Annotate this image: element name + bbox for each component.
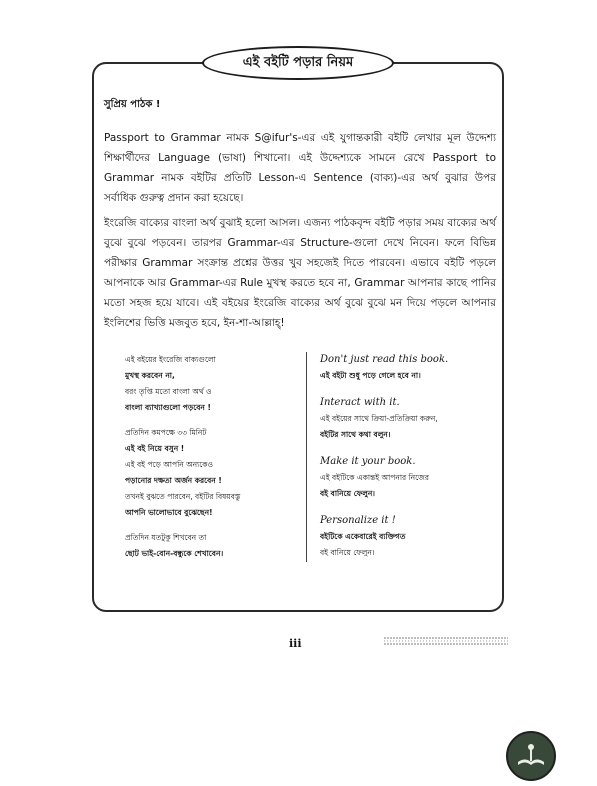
greeting: সুপ্রিয় পাঠক ! (104, 99, 161, 110)
tip-line: বই বানিয়ে ফেলুন। (320, 489, 375, 498)
tip-line: এই বইয়ের ইংরেজি বাক্যগুলো (125, 355, 216, 364)
tip-line: এই বইটা শুধু পড়ে গেলে হবে না। (320, 371, 421, 380)
tip-line: এই বইয়ের সাথে ক্রিয়া-প্রতিক্রিয়া করুন, (320, 414, 438, 423)
tip-line: প্রতিদিন কমপক্ষে ৩৩ মিনিট (125, 428, 207, 437)
footer-ornament (384, 636, 508, 646)
column-divider (306, 352, 307, 562)
tip-line: পড়ানোর দক্ষতা অর্জন করবেন ! (125, 476, 222, 485)
tip-heading: Don't just read this book. (320, 354, 449, 365)
tip-line: ছোট ভাই-বোন-বন্ধুকে শেখাবেন। (125, 549, 224, 558)
tip-line: তখনই বুঝতে পারবেন, বইটির বিষয়বস্তু (125, 492, 241, 501)
tips-left-column (125, 352, 297, 571)
tip-line: বাংলা ব্যাখ্যাগুলো পড়বেন ! (125, 403, 211, 412)
tip-group (125, 530, 297, 562)
tip-line: বইটিকে একেবারেই ব্যক্তিগত (320, 532, 406, 541)
tip-line: বরং তৃপ্তি মতো বাংলা অর্থ ও (125, 387, 212, 396)
tip-line: এই বই নিয়ে বসুন ! (125, 444, 185, 453)
tip-group (320, 352, 496, 384)
tip-line: এই বই পড়ে আপনি অন্যকেও (125, 460, 214, 469)
tips-right-column (320, 352, 496, 572)
instruction-paragraph: ইংরেজি বাক্যের বাংলা অর্থ বুঝাই হলো আসল। এজন্য পাঠকবৃন্দ বইটি পড়ার সময় বাক্যের অর্থ বুঝে বুঝে পড়বেন। তারপর Grammar-এর Structure-গুলো দেখে নিবেন। ফলে বিভিন্ন পরীক্ষার Grammar সংক্রান্ত প্রশ্নের উত্তর খুব সহজেই দিতে পারবেন। এভাবে বইটি পড়লে আপনাকে আর Grammar-এর Rule মুখস্থ করতে হবে না, Grammar আপনার কাছে পানির মতো সহজ হয়ে যাবে। এই বইয়ের ইংরেজি বাক্যের অর্থ বুঝে বুঝে মন দিয়ে পড়লে আপনার ইংলিশের ভিত্তি মজবুত হবে, ইন-শা-আল্লাহ্! (104, 217, 496, 329)
tip-line: এই বইটিকে একান্তই আপনার নিজের (320, 473, 429, 482)
tip-group (320, 513, 496, 561)
tip-line: বই বানিয়ে ফেলুন। (320, 548, 375, 557)
tip-heading: Make it your book. (320, 456, 416, 467)
page-number: iii (289, 637, 302, 650)
tip-heading: Interact with it. (320, 397, 400, 408)
tip-line: মুখস্থ করবেন না, (125, 371, 175, 380)
book-logo-icon (506, 731, 556, 781)
page-title: এই বইটি পড়ার নিয়ম (202, 46, 394, 80)
tip-line: প্রতিদিন যতটুকু শিখবেন তা (125, 533, 207, 542)
tip-group (125, 425, 297, 521)
tip-line: বইটির সাথে কথা বলুন। (320, 430, 391, 439)
tip-group (320, 454, 496, 502)
tip-heading: Personalize it ! (320, 515, 396, 526)
intro-paragraph: Passport to Grammar নামক S@ifur's-এর এই যুগান্তকারী বইটি লেখার মূল উদ্দেশ্য শিক্ষার্থীদের Language (ভাষা) শিখানো। এই উদ্দেশ্যকে সামনে রেখে Passport to Grammar নামক বইটির প্রতিটি Lesson-এ Sentence (বাক্য)-এর অর্থ বুঝার উপর সর্বাধিক গুরুত্ব প্রদান করা হয়েছে। (104, 132, 496, 204)
tip-group (320, 395, 496, 443)
tip-line: আপনি ভালোভাবে বুঝেছেন! (125, 508, 213, 517)
tip-group (125, 352, 297, 416)
